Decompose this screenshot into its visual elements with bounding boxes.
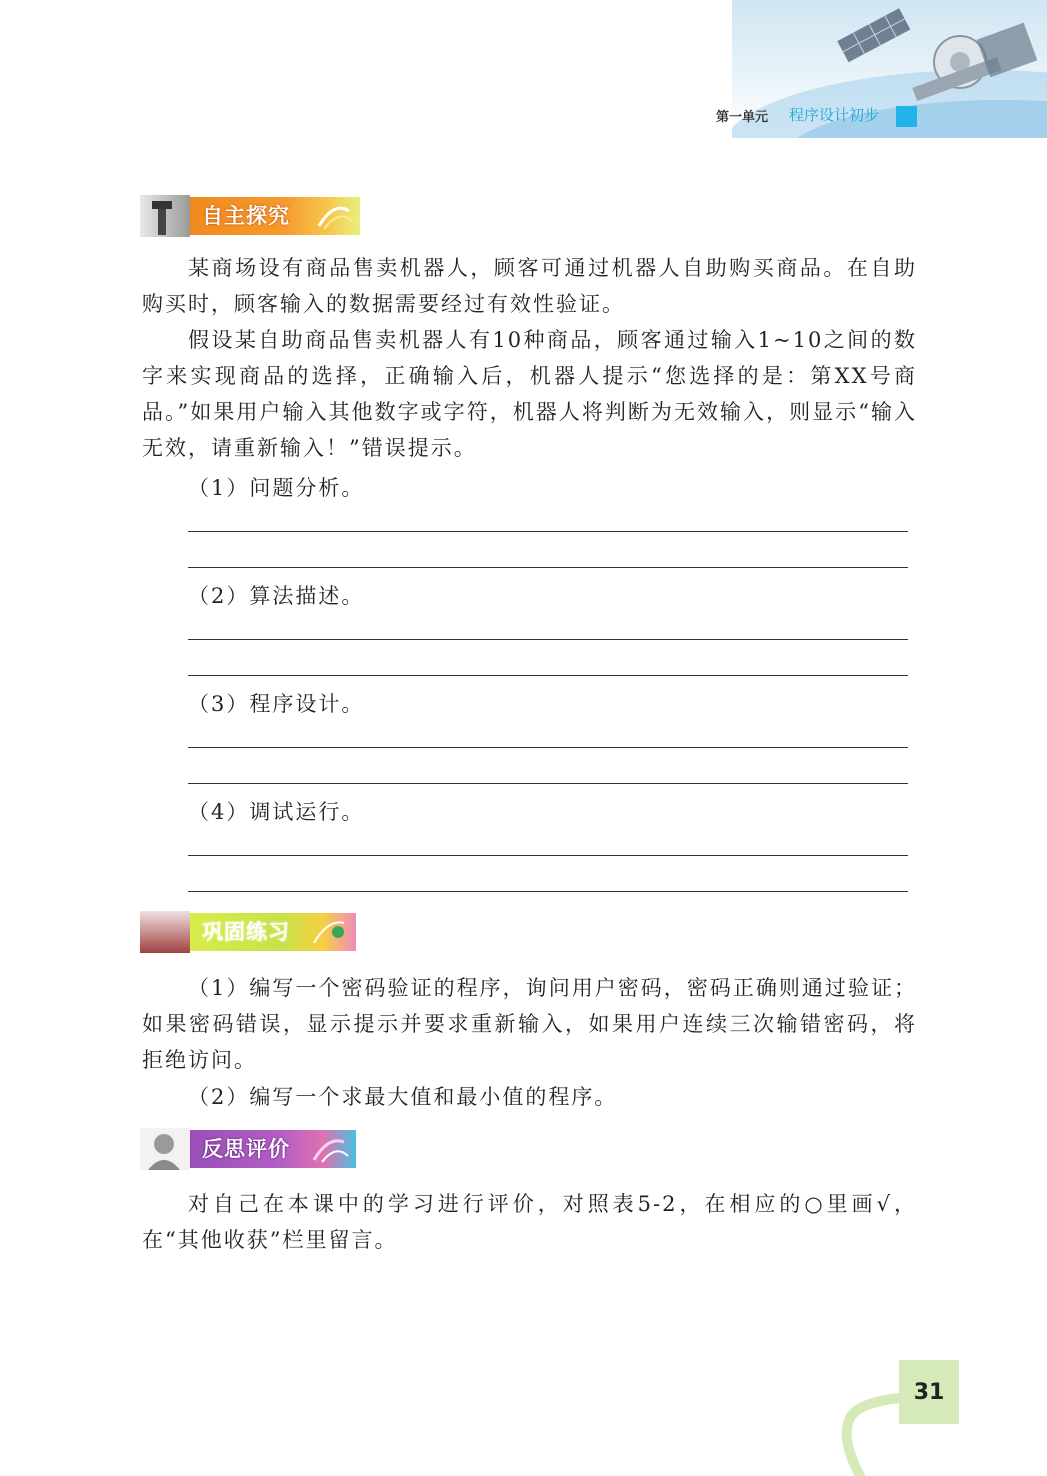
unit-title: 程序设计初步 bbox=[789, 106, 880, 124]
student-photo-icon bbox=[140, 195, 190, 237]
section-label-explore bbox=[190, 197, 360, 235]
swirl-decoration-icon bbox=[314, 201, 354, 231]
step-debug-run: （4）调试运行。 bbox=[188, 800, 365, 824]
explore-paragraph-1: 某商场设有商品售卖机器人，顾客可通过机器人自助购买商品。在自助购买时，顾客输入的数据需要经过有效性验证。 bbox=[142, 256, 917, 316]
section-banner-practice bbox=[140, 911, 356, 953]
step-algorithm-description: （2）算法描述。 bbox=[188, 584, 365, 608]
practice-question-2: （2）编写一个求最大值和最小值的程序。 bbox=[188, 1085, 618, 1109]
page-number: 31 bbox=[899, 1360, 959, 1424]
answer-line[interactable] bbox=[188, 891, 908, 892]
answer-line[interactable] bbox=[188, 639, 908, 640]
flower-decoration-icon bbox=[310, 917, 350, 947]
answer-line[interactable] bbox=[188, 567, 908, 568]
explore-paragraph-2: 假设某自助商品售卖机器人有10种商品，顾客通过输入1~10之间的数字来实现商品的选择，正确输入后，机器人提示“您选择的是：第XX号商品。”如果用户输入其他数字或字符，机器人将判断为无效输入，则显示“输入无效，请重新输入！”错误提示。 bbox=[142, 328, 917, 460]
reflect-paragraph: 对自己在本课中的学习进行评价，对照表5-2，在相应的○里画√，在“其他收获”栏里留言。 bbox=[142, 1192, 917, 1252]
section-label-explore-text: 自主探究 bbox=[202, 204, 290, 228]
student-photo-icon bbox=[140, 1128, 190, 1170]
section-label-practice-text: 巩固练习 bbox=[202, 920, 290, 944]
step-program-design: （3）程序设计。 bbox=[188, 692, 365, 716]
answer-line[interactable] bbox=[188, 783, 908, 784]
header-satellite-image bbox=[732, 0, 1047, 138]
section-banner-explore bbox=[140, 195, 360, 237]
answer-line[interactable] bbox=[188, 531, 908, 532]
section-banner-reflect bbox=[140, 1128, 356, 1170]
satellite-illustration bbox=[732, 0, 1047, 138]
step-problem-analysis: （1）问题分析。 bbox=[188, 476, 365, 500]
swirl-decoration-icon bbox=[310, 1134, 350, 1164]
answer-line[interactable] bbox=[188, 675, 908, 676]
student-photo-icon bbox=[140, 911, 190, 953]
section-label-reflect bbox=[190, 1130, 356, 1168]
header-marker bbox=[896, 106, 917, 127]
unit-label: 第一单元 bbox=[716, 110, 769, 125]
answer-line[interactable] bbox=[188, 855, 908, 856]
practice-question-1: （1）编写一个密码验证的程序，询问用户密码，密码正确则通过验证；如果密码错误，显示提示并要求重新输入，如果用户连续三次输错密码，将拒绝访问。 bbox=[142, 976, 917, 1072]
section-label-practice bbox=[190, 913, 356, 951]
section-label-reflect-text: 反思评价 bbox=[202, 1137, 290, 1161]
answer-line[interactable] bbox=[188, 747, 908, 748]
